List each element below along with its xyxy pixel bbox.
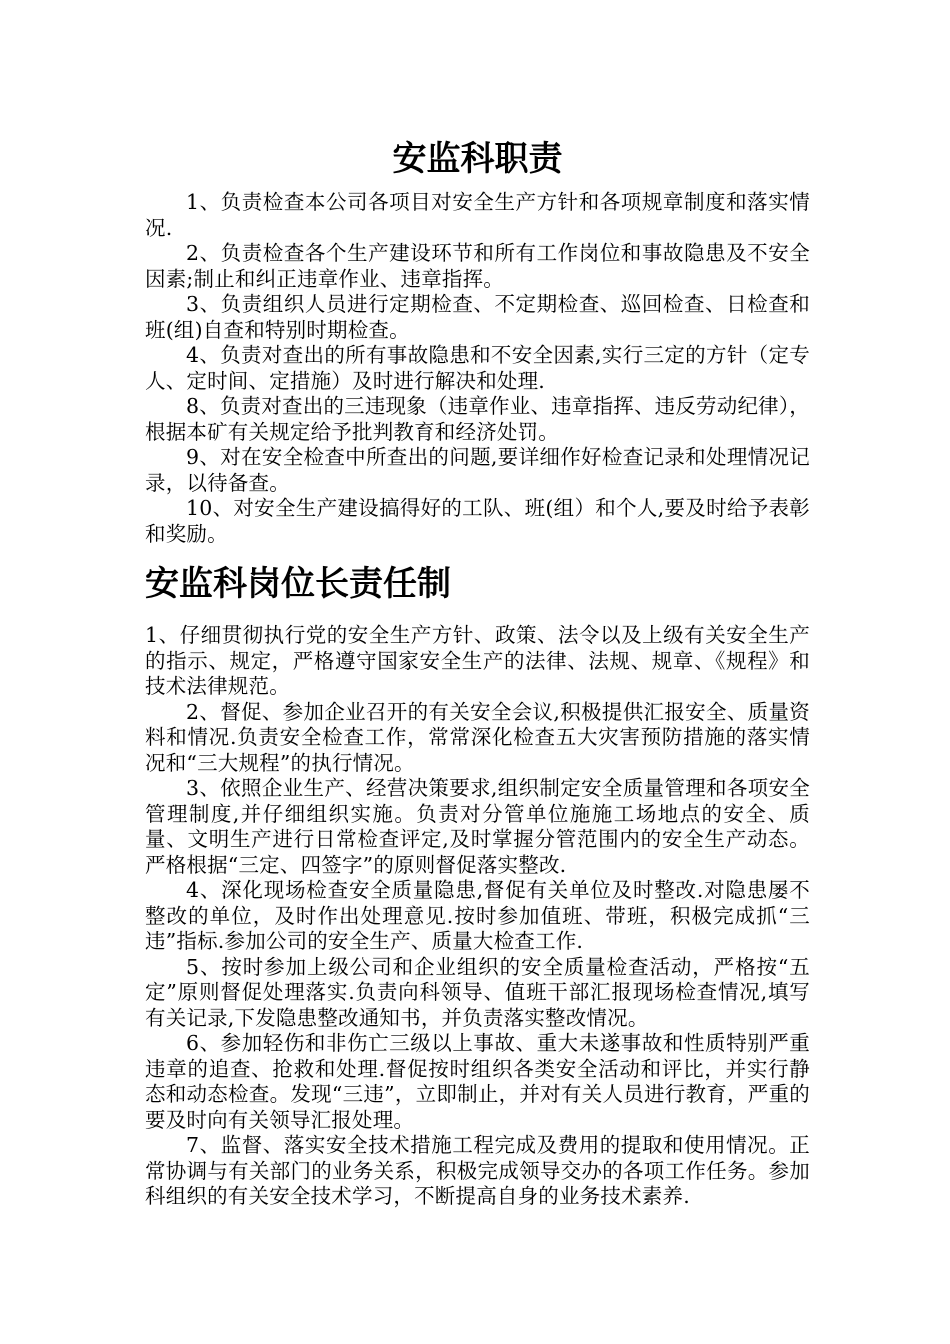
duty-paragraph: 1、负责检查本公司各项目对安全生产方针和各项规章制度和落实情况.: [145, 190, 810, 240]
duty-paragraph: 9、对在安全检查中所查出的问题,要详细作好检查记录和处理情况记录，以待备查。: [145, 445, 810, 495]
duty-paragraph: 3、负责组织人员进行定期检查、不定期检查、巡回检查、日检查和班(组)自查和特别时期检查。: [145, 292, 810, 342]
responsibility-paragraph: 4、深化现场检查安全质量隐患,督促有关单位及时整改.对隐患屡不整改的单位，及时作出处理意见.按时参加值班、带班，积极完成抓“三违”指标.参加公司的安全生产、质量大检查工作.: [145, 878, 810, 953]
duty-paragraph: 4、负责对查出的所有事故隐患和不安全因素,实行三定的方针（定专人、定时间、定措施）及时进行解决和处理.: [145, 343, 810, 393]
duty-paragraph: 10、对安全生产建设搞得好的工队、班(组）和个人,要及时给予表彰和奖励。: [145, 496, 810, 546]
responsibility-paragraph: 3、依照企业生产、经营决策要求,组织制定安全质量管理和各项安全管理制度,并仔细组织实施。负责对分管单位施施工场地点的安全、质量、文明生产进行日常检查评定,及时掌握分管范围内的安全生产动态。严格根据“三定、四签字”的原则督促落实整改.: [145, 776, 810, 877]
responsibility-paragraph: 5、按时参加上级公司和企业组织的安全质量检查活动，严格按“五定”原则督促处理落实.负责向科领导、值班干部汇报现场检查情况,填写有关记录,下发隐患整改通知书，并负责落实整改情况。: [145, 954, 810, 1030]
duty-paragraph: 8、负责对查出的三违现象（违章作业、违章指挥、违反劳动纪律），根据本矿有关规定给予批判教育和经济处罚。: [145, 394, 810, 444]
section-title-duties: 安监科职责: [392, 139, 563, 179]
responsibility-paragraph: 2、督促、参加企业召开的有关安全会议,积极提供汇报安全、质量资料和情况.负责安全检查工作，常常深化检查五大灾害预防措施的落实情况和“三大规程”的执行情况。: [145, 699, 810, 775]
duty-paragraph: 2、负责检查各个生产建设环节和所有工作岗位和事故隐患及不安全因素;制止和纠正违章作业、违章指挥。: [145, 241, 810, 291]
duties-list: [145, 190, 810, 547]
section-title-responsibility: 安监科岗位长责任制: [145, 564, 451, 604]
responsibility-paragraph: 6、参加轻伤和非伤亡三级以上事故、重大未遂事故和性质特别严重违章的追查、抢救和处理.督促按时组织各类安全活动和评比，并实行静态和动态检查。发现“三违”，立即制止，并对有关人员进行教育，严重的要及时向有关领导汇报处理。: [145, 1031, 810, 1132]
document-content: [145, 134, 810, 1210]
responsibility-list: [145, 623, 810, 1210]
responsibility-paragraph: 7、监督、落实安全技术措施工程完成及费用的提取和使用情况。正常协调与有关部门的业务关系，积极完成领导交办的各项工作任务。参加科组织的有关安全技术学习，不断提高自身的业务技术素养.: [145, 1133, 810, 1208]
responsibility-paragraph: 1、仔细贯彻执行党的安全生产方针、政策、法令以及上级有关安全生产的指示、规定，严格遵守国家安全生产的法律、法规、规章、《规程》和技术法律规范。: [145, 623, 810, 698]
